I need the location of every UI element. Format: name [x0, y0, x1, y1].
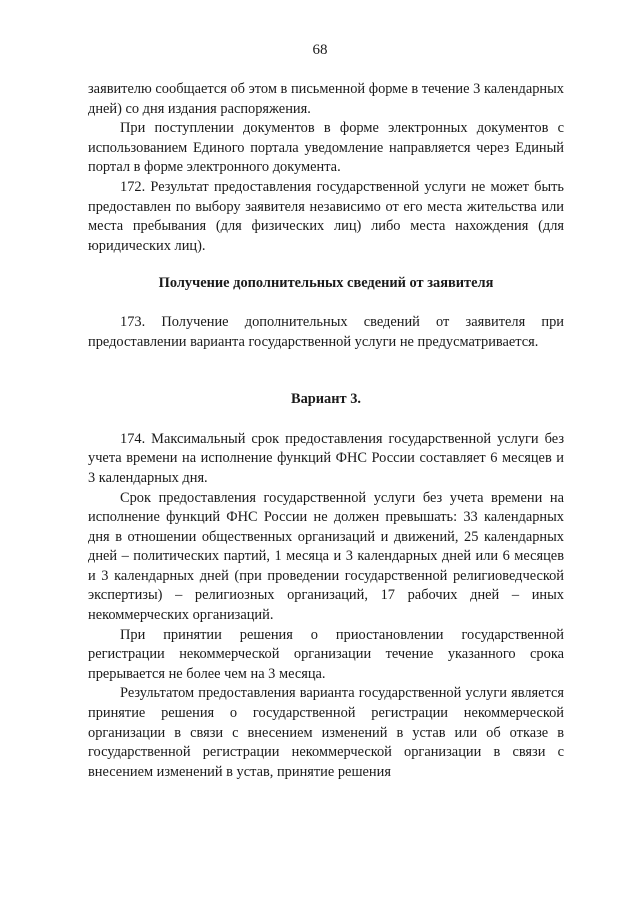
paragraph-term: Срок предоставления государственной услуги без учета времени на исполнение функций ФНС России не должен превышать: 33 календарных дня в отношении общественных организаций и движений, 25 календарных дней – политических партий, 1 месяца и 3 календарных дней или 6 месяцев и 3 календарных дней (при проведении государственной религиоведческой экспертизы) – религиозных организаций, 17 рабочих дней – иных некоммерческих организаций. [88, 489, 564, 624]
page-number: 68 [312, 42, 328, 58]
paragraph-suspension: При принятии решения о приостановлении государственной регистрации некоммерческой организации течение указанного срока прерывается не более чем на 3 месяца. [88, 626, 564, 682]
paragraph-electronic-docs: При поступлении документов в форме электронных документов с использованием Единого портала уведомление направляется через Единый портал в форме электронного документа. [88, 120, 564, 176]
section-heading-additional-info: Получение дополнительных сведений от заявителя [158, 275, 494, 292]
paragraph-173: 173. Получение дополнительных сведений от заявителя при предоставлении варианта государственной услуги не предусматривается. [88, 313, 564, 350]
section-heading-variant: Вариант 3. [290, 391, 362, 408]
paragraph-continued: заявителю сообщается об этом в письменной форме в течение 3 календарных дней) со дня издания распоряжения. [88, 81, 564, 117]
paragraph-172: 172. Результат предоставления государственной услуги не может быть предоставлен по выбору заявителя независимо от его места жительства или места пребывания (для физических лиц) либо места нахождения (для юридических лиц). [88, 178, 564, 254]
paragraph-result: Результатом предоставления варианта государственной услуги является принятие решения о государственной регистрации некоммерческой организации в связи с внесением изменений в устав или об отказе в государственной регистрации некоммерческой организации в связи с внесением изменений в устав, принятие решения [88, 685, 564, 780]
paragraph-174: 174. Максимальный срок предоставления государственной услуги без учета времени на исполнение функций ФНС России составляет 6 месяцев и 3 календарных дня. [88, 430, 564, 486]
document-body [88, 80, 564, 782]
